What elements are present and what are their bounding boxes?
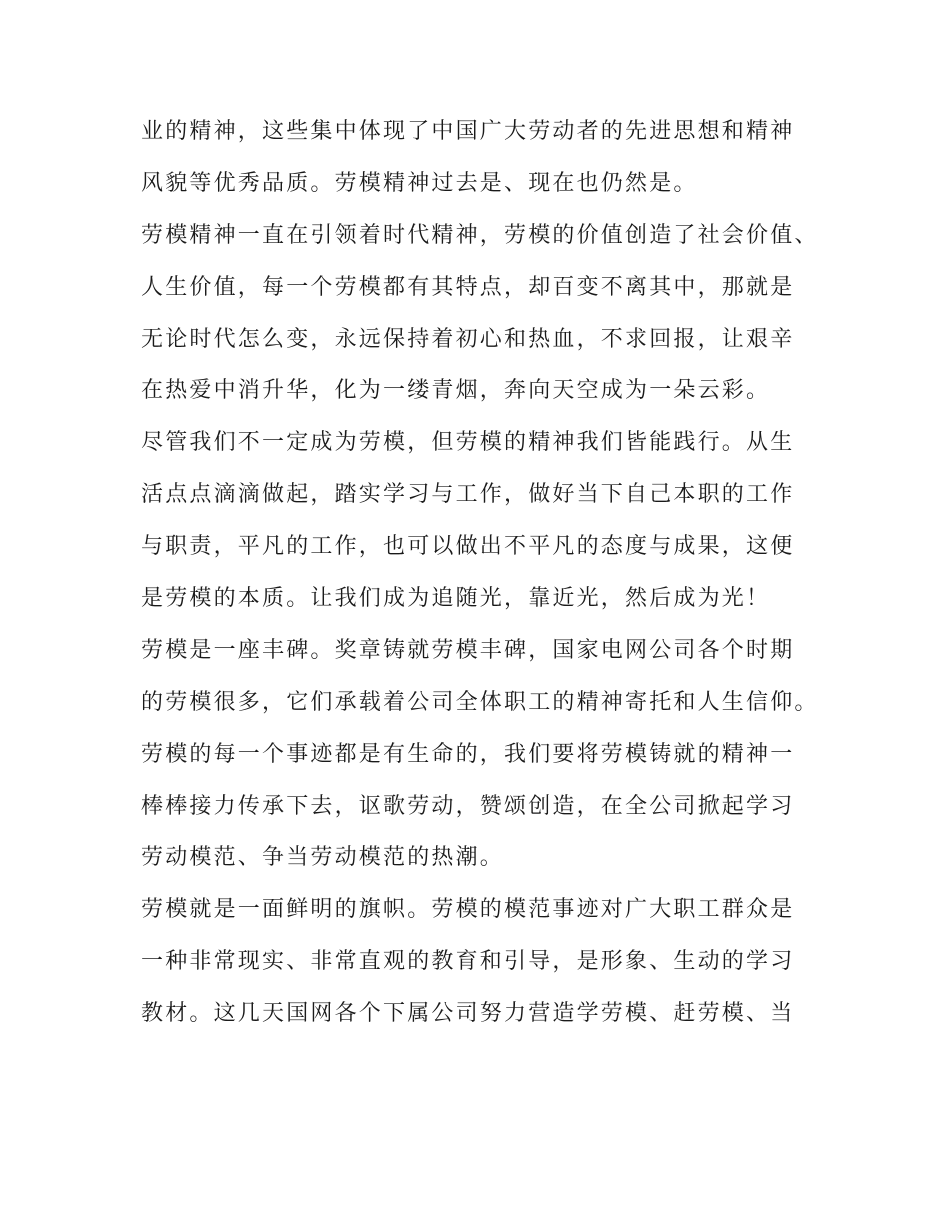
- text-line-18: 教材。这几天国网各个下属公司努力营造学劳模、赶劳模、当: [141, 1001, 795, 1027]
- text-line-1: 业的精神，这些集中体现了中国广大劳动者的先进思想和精神: [141, 119, 795, 144]
- text-line-11: 劳模是一座丰碑。奖章铸就劳模丰碑，国家电网公司各个时期: [141, 637, 795, 663]
- text-line-15: 劳动模范、争当劳动模范的热潮。: [141, 845, 505, 871]
- text-line-8: 活点点滴滴做起，踏实学习与工作，做好当下自己本职的工作: [141, 482, 795, 508]
- text-line-13: 劳模的每一个事迹都是有生命的，我们要将劳模铸就的精神一: [141, 741, 795, 767]
- text-line-17: 一种非常现实、非常直观的教育和引导，是形象、生动的学习: [141, 949, 795, 975]
- text-line-16: 劳模就是一面鲜明的旗帜。劳模的模范事迹对广大职工群众是: [141, 897, 795, 923]
- text-line-9: 与职责，平凡的工作，也可以做出不平凡的态度与成果，这便: [141, 534, 795, 560]
- body-text: [141, 106, 831, 1040]
- text-line-7: 尽管我们不一定成为劳模，但劳模的精神我们皆能践行。从生: [141, 430, 795, 456]
- text-line-3: 劳模精神一直在引领着时代精神，劳模的价值创造了社会价值、: [141, 222, 819, 248]
- text-line-6: 在热爱中消升华，化为一缕青烟，奔向天空成为一朵云彩。: [141, 378, 771, 404]
- text-line-14: 棒棒接力传承下去，讴歌劳动，赞颂创造，在全公司掀起学习: [141, 793, 795, 819]
- text-line-2: 风貌等优秀品质。劳模精神过去是、现在也仍然是。: [141, 170, 698, 196]
- text-line-10: 是劳模的本质。让我们成为追随光，靠近光，然后成为光！: [141, 586, 771, 612]
- text-line-4: 人生价值，每一个劳模都有其特点，却百变不离其中，那就是: [141, 274, 795, 300]
- text-line-12: 的劳模很多，它们承载着公司全体职工的精神寄托和人生信仰。: [141, 689, 819, 715]
- text-line-5: 无论时代怎么变，永远保持着初心和热血，不求回报，让艰辛: [141, 326, 795, 352]
